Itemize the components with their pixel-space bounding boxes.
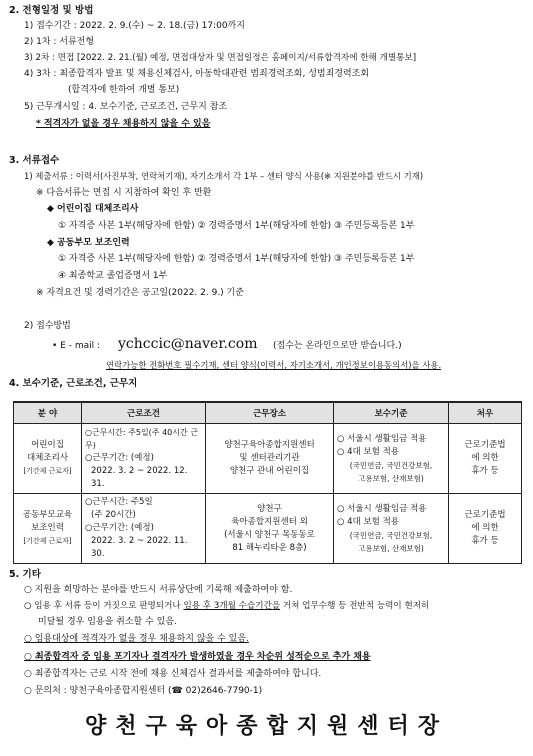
location-line: (서울시 양천구 목동동로 [224, 529, 315, 540]
conditions-table [13, 401, 522, 564]
condition-line: 2022. 3. 2 ~ 2022. 12. 31. [91, 466, 188, 489]
section-4-heading: 4. 보수기준, 근로조건, 근무지 [9, 378, 138, 389]
field-cell [14, 494, 82, 564]
section-2-heading: 2. 전형일정 및 방법 [9, 5, 94, 16]
issuer-title: 양천구육아종합지원센터장 [84, 713, 449, 739]
schedule-item-4: 4) 3차 : 최종합격자 발표 및 채용신체검사, 아동학대관련 범죄경력조회, 성범죄경력조회 [24, 69, 370, 79]
treatment-line: 에 의한 [471, 453, 499, 463]
field-name-line: 어린이집 [31, 440, 64, 450]
misc-line-2-c: 거쳐 업무수행 등 전반적 능력이 현저히 [280, 601, 430, 611]
pay-note: (국민연금, 국민건강보험, [349, 460, 433, 470]
pay-line: ○ 서울시 생활임금 적용 [337, 503, 427, 514]
contract-type: [기간제 근로자] [23, 537, 72, 545]
probation-period: 임용 후 3개월 수습기간을 [183, 601, 281, 611]
email-address: ychccic@naver.com [118, 336, 258, 352]
conditions-cell [82, 424, 206, 494]
condition-line: ○근무기간: (예정) [85, 453, 154, 463]
misc-line-1: ○ 지원을 희망하는 분야를 반드시 서류상단에 기록해 제출하여야 함. [24, 585, 293, 595]
contract-type: [기간제 근로자] [23, 467, 72, 475]
column-header: 근무장소 [206, 402, 334, 424]
conditions-cell [82, 494, 206, 564]
condition-line: 2022. 3. 2 ~ 2022. 11. 30. [91, 536, 188, 559]
location-line: 81 해누리타운 8층) [232, 542, 307, 553]
condition-line: ○근무시간: 주5일(주 40시간 근무) [85, 428, 198, 450]
column-header: 근로조건 [82, 402, 206, 424]
treatment-cell [449, 494, 522, 564]
location-cell [206, 424, 334, 494]
group-assistant-title: ◆ 공동부모 보조인력 [47, 238, 130, 248]
pay-cell [334, 494, 449, 564]
schedule-item-1: 1) 접수기간 : 2022. 2. 9.(수) ~ 2. 18.(금) 17:00까지 [24, 21, 245, 31]
group-cook-docs: ① 자격증 사본 1부(해당자에 한함) ② 경력증명서 1부(해당자에 한함) ③ 주민등록등본 1부 [58, 221, 415, 231]
location-cell [206, 494, 334, 564]
table-row [14, 494, 522, 564]
treatment-line: 휴가 등 [471, 466, 499, 476]
pay-note: 고용보험, 산재보험) [358, 473, 424, 483]
group-cook-title: ◆ 어린이집 대체조리사 [47, 204, 139, 214]
schedule-item-5: 5) 근무개시일 : 4. 보수기준, 근로조건, 근무지 참조 [24, 102, 228, 112]
misc-line-6: ○ 최종합격자는 근로 시작 전에 채용 신체검사 결과서를 제출하여야 합니다. [24, 669, 322, 679]
treatment-cell [449, 424, 522, 494]
misc-line-5: ○ 최종합격자 중 임용 포기자나 결격자가 발생하였을 경우 차순위 성적순으로 추가 채용 [24, 652, 371, 662]
group-assistant-docs-2: ④ 최종학교 졸업증명서 1부 [58, 271, 168, 281]
misc-line-3: 미달될 경우 임용을 취소할 수 있음. [38, 617, 177, 627]
email-online-note: (접수는 온라인으로만 받습니다.) [273, 341, 402, 351]
schedule-item-3: 3) 2차 : 면접 [2022. 2. 21.(월) 예정, 면접대상자 및 면접일정은 홈페이지/서류합격자에 한해 개별통보] [24, 53, 417, 63]
table-row [14, 424, 522, 494]
submission-method: 2) 접수방법 [24, 321, 71, 331]
field-name-line: 보조인력 [31, 523, 64, 533]
condition-line: ○근무기간: (예정) [85, 523, 154, 533]
column-header: 보수기준 [334, 402, 449, 424]
condition-line: ○근무시간: 주5일 [85, 497, 153, 507]
table-header-row [14, 402, 522, 424]
section-3-heading: 3. 서류접수 [9, 155, 60, 166]
no-hire-note: * 적격자가 없을 경우 채용하지 않을 수 있음 [36, 119, 211, 129]
email-requirement-note: 연락가능한 전화번호 필수기재, 센터 양식(이력서, 자기소개서, 개인정보이용동의서)을 사용. [106, 360, 442, 370]
misc-line-4: ○ 임용대상에 적격자가 없을 경우 채용하지 않을 수 있음. [24, 634, 249, 644]
pay-note: (국민연금, 국민건강보험, [349, 530, 433, 540]
contact-line: ○ 문의처 : 양천구육아종합지원센터 (☎ 02)2646-7790-1) [24, 686, 263, 696]
location-line: 양천구 관내 어린이집 [229, 466, 310, 476]
column-header: 분 야 [14, 402, 82, 424]
pay-cell [334, 424, 449, 494]
column-header: 처우 [449, 402, 522, 424]
documents-return-note: ※ 다음서류는 면접 시 지참하여 확인 후 반환 [36, 188, 212, 198]
treatment-line: 근로기준법 [464, 440, 506, 450]
pay-line: ○ 4대 보험 적용 [337, 446, 399, 457]
pay-line: ○ 서울시 생활임금 적용 [337, 433, 427, 444]
condition-line: (주 20시간) [91, 510, 136, 520]
field-name-line: 공동부모교육 [22, 510, 73, 520]
misc-line-2 [24, 600, 429, 612]
pay-note: 고용보험, 산재보험) [358, 543, 424, 553]
field-name-line: 대체조리사 [26, 453, 69, 463]
pay-line: ○ 4대 보험 적용 [337, 516, 399, 527]
location-line: 육아종합지원센터 외 [231, 516, 308, 527]
section-5-heading: 5. 기타 [9, 569, 41, 580]
treatment-line: 근로기준법 [464, 510, 506, 520]
group-assistant-docs: ① 자격증 사본 1부(해당자에 한함) ② 경력증명서 1부(해당자에 한함) ③ 주민등록등본 1부 [58, 254, 415, 264]
email-label: • E - mail : [52, 341, 101, 351]
field-cell [14, 424, 82, 494]
documents-line: 1) 제출서류 : 이력서(사진부착, 연락처기재), 자기소개서 각 1부 – 센터 양식 사용(※ 지원분야를 반드시 기재) [24, 171, 424, 181]
qualification-note: ※ 자격요건 및 경력기간은 공고일(2022. 2. 9.) 기준 [36, 288, 244, 298]
misc-line-2-a: ○ 임용 후 서류 등이 거짓으로 판명되거나 [24, 601, 184, 611]
treatment-line: 에 의한 [471, 523, 499, 533]
location-line: 양천구육아종합지원센터 [224, 440, 315, 450]
treatment-line: 휴가 등 [471, 536, 499, 546]
schedule-item-2: 2) 1차 : 서류전형 [24, 37, 95, 47]
location-line: 양천구 [257, 503, 282, 514]
schedule-item-4-note: (합격자에 한하여 개별 통보) [68, 85, 180, 95]
location-line: 및 센터관리기관 [239, 453, 300, 463]
